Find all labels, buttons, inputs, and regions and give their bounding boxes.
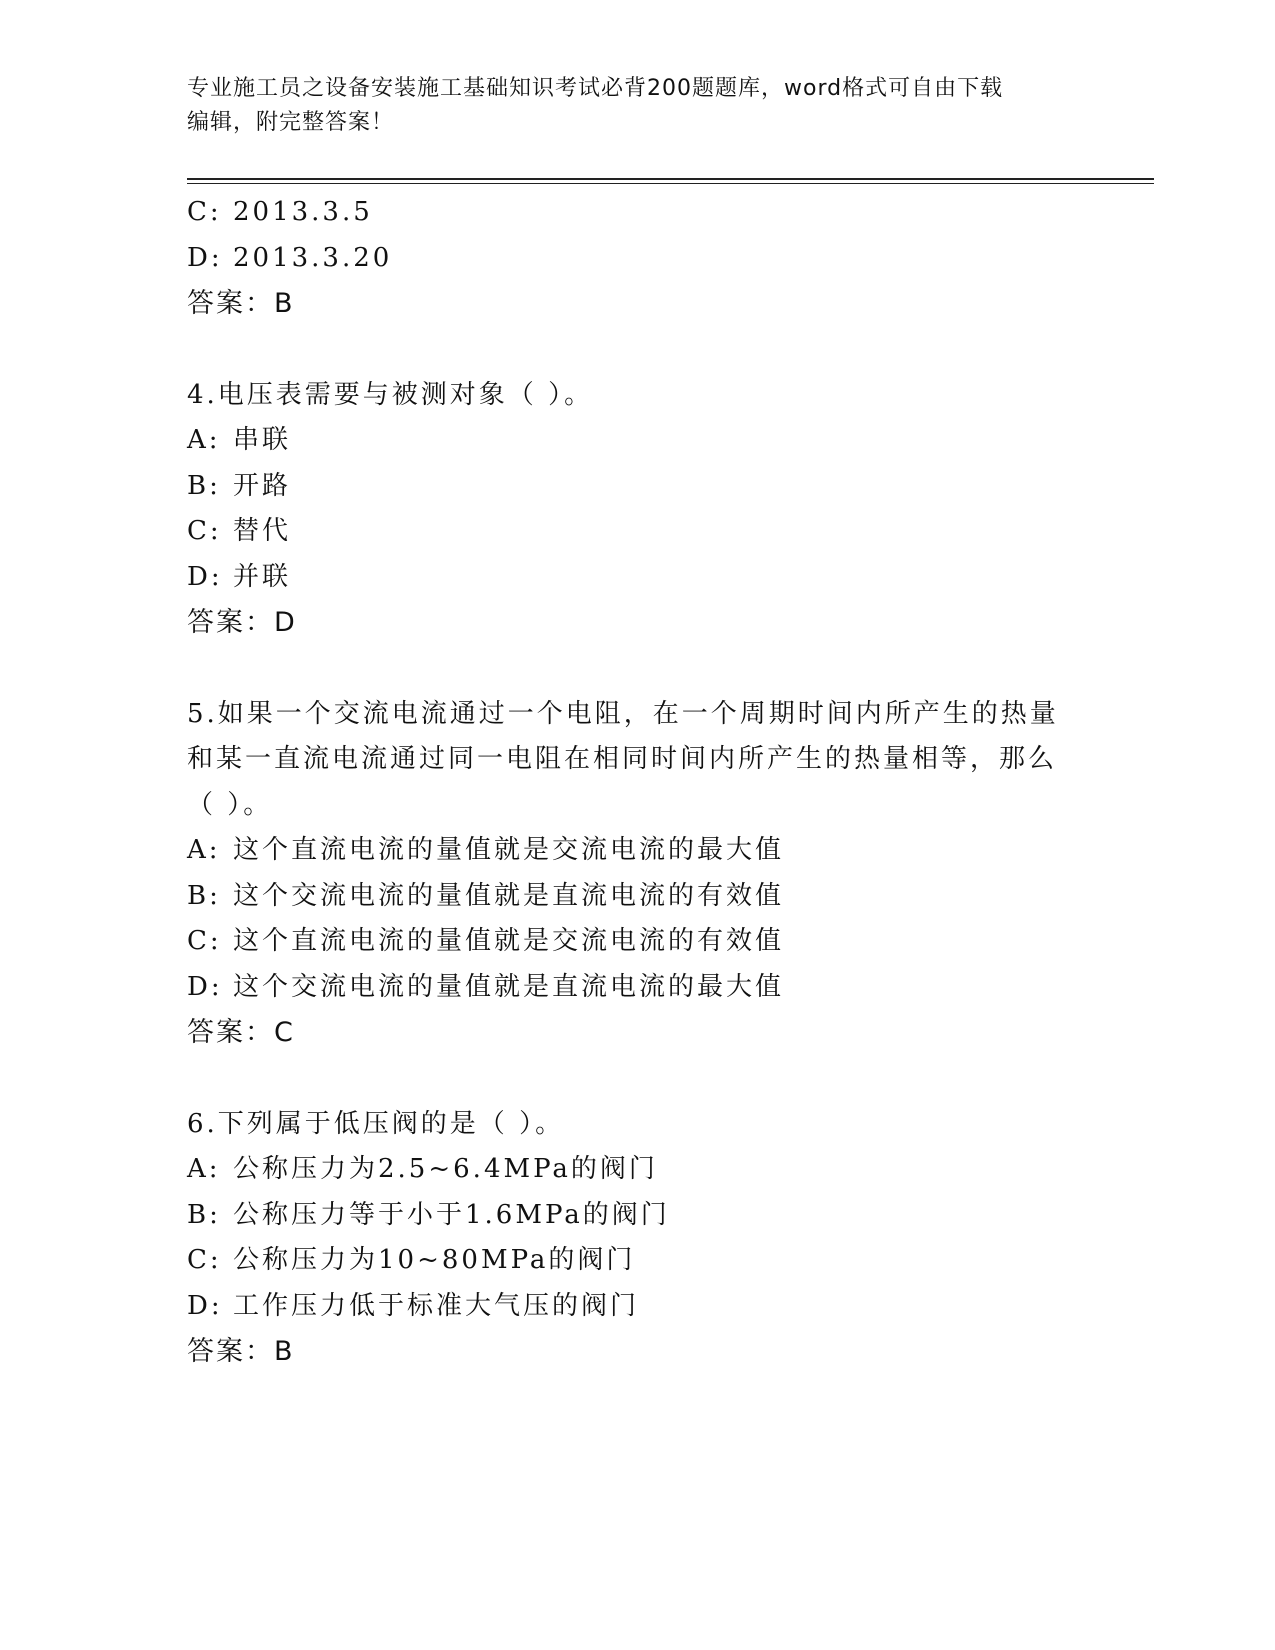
option-c: C: 替代 (187, 516, 292, 546)
question-stem: 5.如果一个交流电流通过一个电阻，在一个周期时间内所产生的热量 (187, 698, 1059, 729)
option-b: B: 公称压力等于小于1.6MPa的阀门 (187, 1199, 670, 1230)
spacer (187, 327, 1087, 373)
option-c: C: 2013.3.5 (187, 197, 373, 227)
question-content (187, 190, 1087, 1375)
answer-line: 答案：D (187, 607, 297, 638)
header-line-1: 专业施工员之设备安装施工基础知识考试必背200题题库，word格式可自由下载 (187, 76, 1004, 101)
option-d: D: 并联 (187, 561, 292, 592)
option-d: D: 2013.3.20 (187, 242, 393, 273)
answer-line: 答案：B (187, 1336, 295, 1367)
header-divider-thick (187, 178, 1154, 180)
option-c: C: 这个直流电流的量值就是交流电流的有效值 (187, 926, 785, 956)
option-a: A: 串联 (187, 425, 292, 455)
option-b: B: 开路 (187, 470, 292, 501)
option-a: A: 这个直流电流的量值就是交流电流的最大值 (187, 835, 785, 865)
header-line-2: 编辑，附完整答案！ (187, 110, 395, 135)
answer-line: 答案：B (187, 288, 295, 319)
option-c: C: 公称压力为10~80MPa的阀门 (187, 1245, 636, 1275)
question-3-continued (187, 190, 1087, 327)
question-6 (187, 1102, 1087, 1375)
question-stem: （ ）。 (187, 789, 273, 820)
question-stem: 和某一直流电流通过同一电阻在相同时间内所产生的热量相等，那么 (187, 744, 1058, 774)
option-b: B: 这个交流电流的量值就是直流电流的有效值 (187, 880, 785, 911)
option-d: D: 工作压力低于标准大气压的阀门 (187, 1290, 640, 1321)
option-d: D: 这个交流电流的量值就是直流电流的最大值 (187, 971, 785, 1002)
header-divider-thin (187, 183, 1154, 184)
document-header (187, 72, 1067, 140)
question-stem: 4.电压表需要与被测对象（ ）。 (187, 379, 594, 410)
spacer (187, 1056, 1087, 1102)
question-4 (187, 373, 1087, 646)
answer-line: 答案：C (187, 1017, 295, 1048)
option-a: A: 公称压力为2.5~6.4MPa的阀门 (187, 1154, 658, 1184)
spacer (187, 646, 1087, 692)
question-5 (187, 692, 1087, 1056)
question-stem: 6.下列属于低压阀的是（ ）。 (187, 1108, 565, 1139)
